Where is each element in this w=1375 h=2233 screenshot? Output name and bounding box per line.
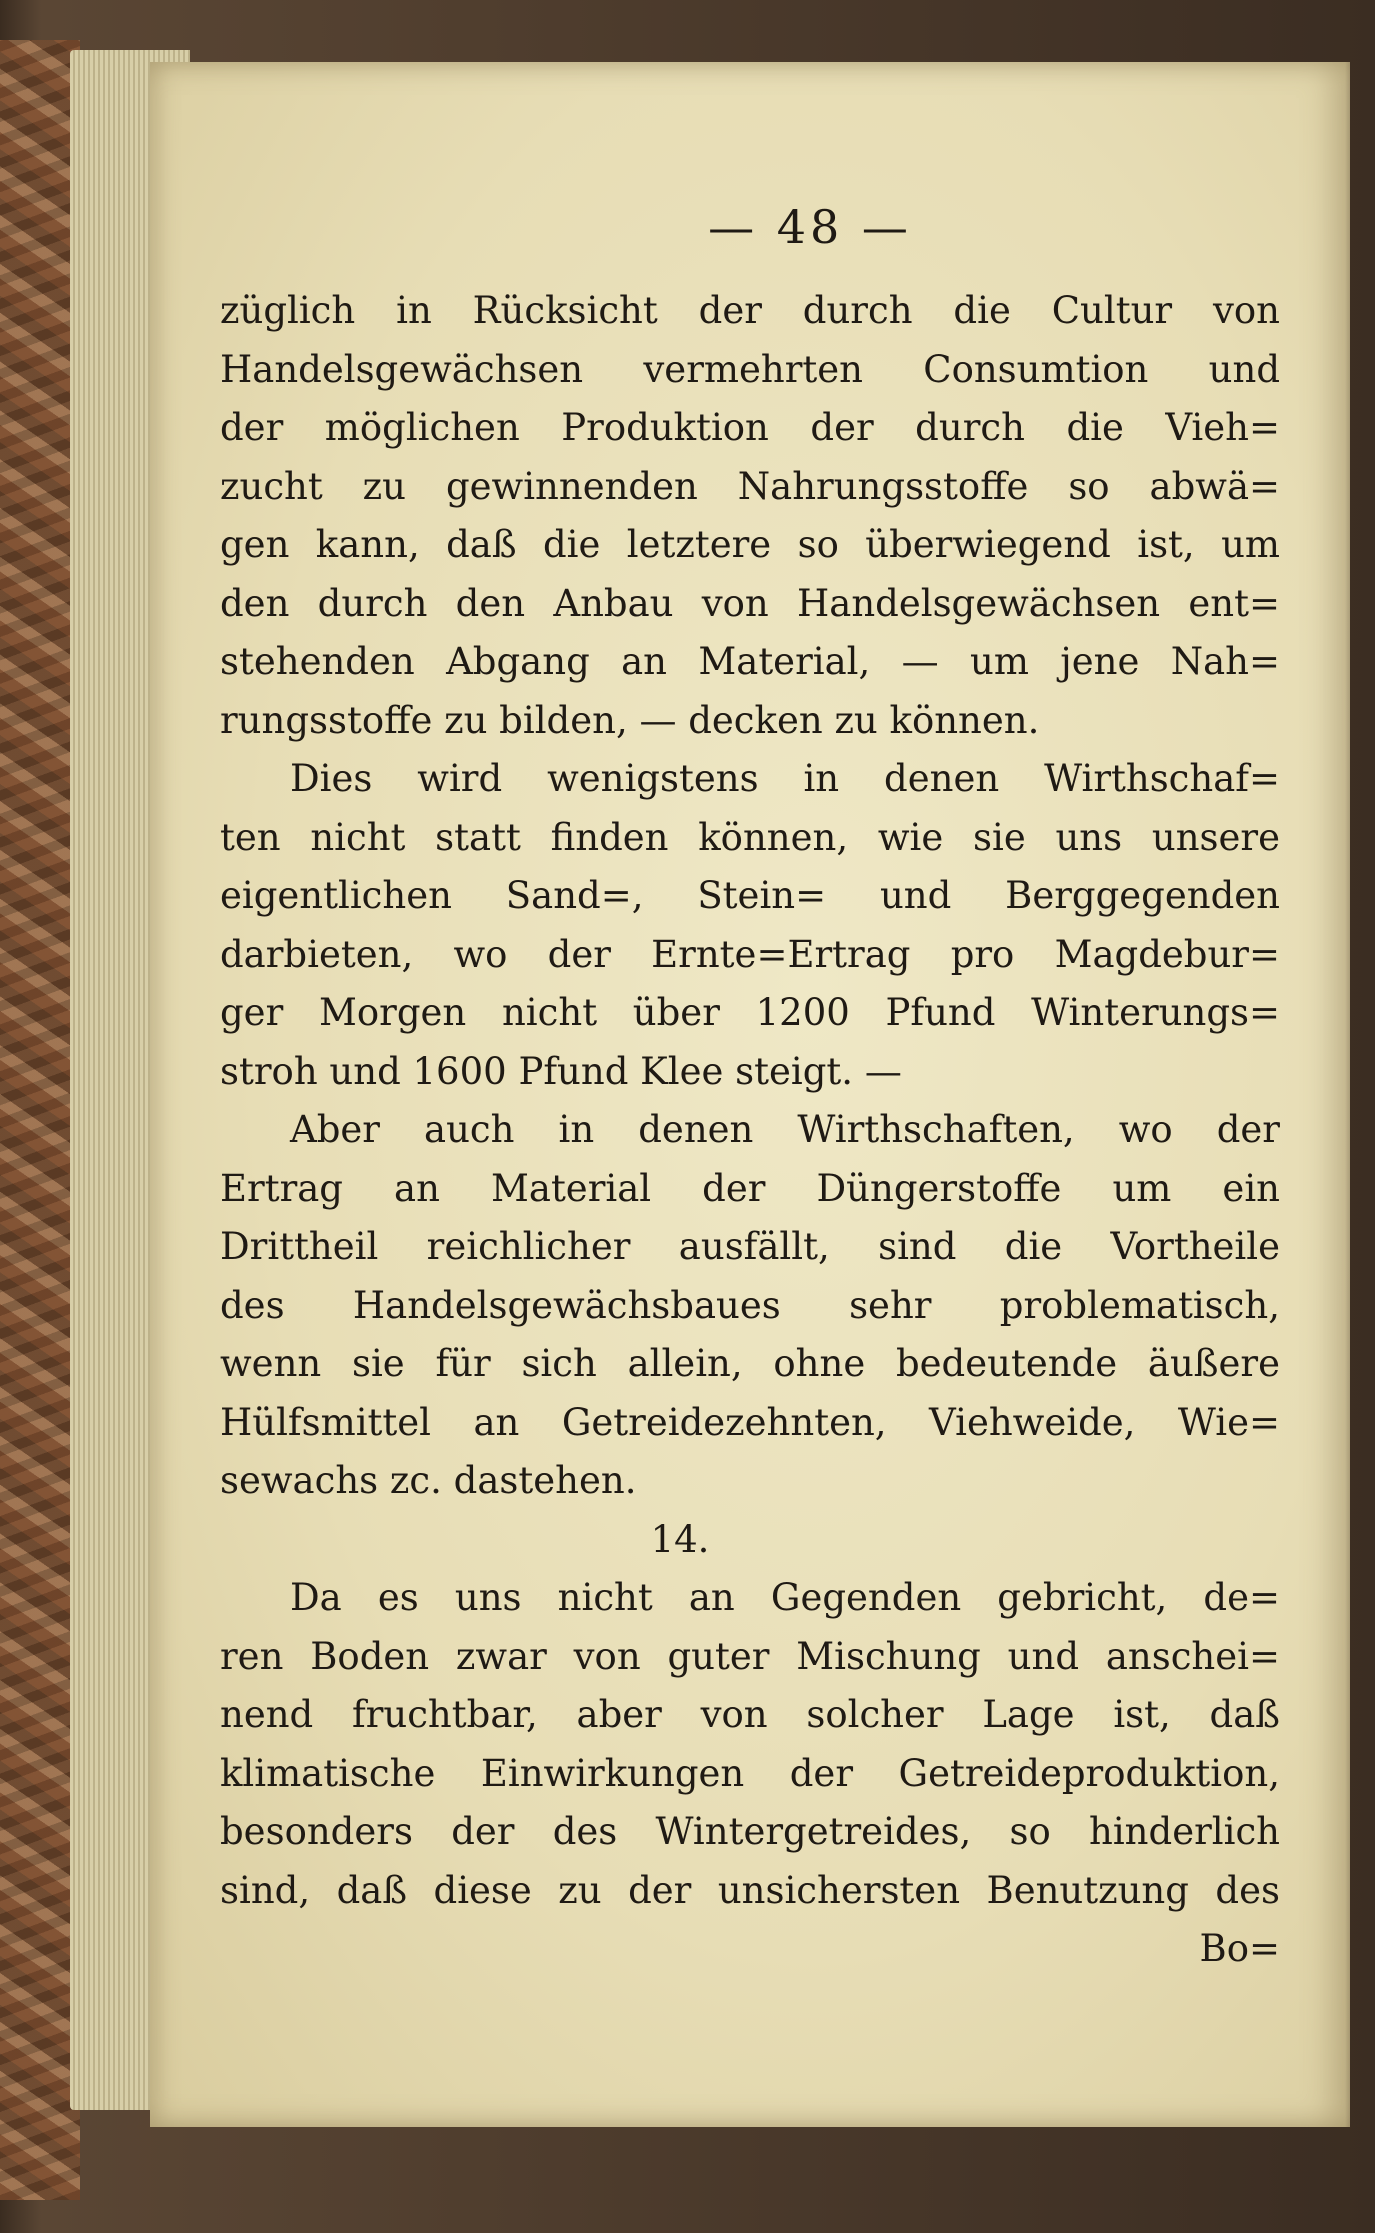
text-line: darbieten, wo der Ernte=Ertrag pro Magdebur= [220, 932, 1280, 976]
page-text [220, 200, 1280, 1979]
catchword: Bo= [1199, 1927, 1280, 1970]
text-line: rungsstoffe zu bilden, — decken zu können. [220, 698, 1040, 742]
text-line: gen kann, daß die letztere so überwiegend ist, um [220, 523, 1280, 566]
text-line: stehenden Abgang an Material, — um jene Nah= [220, 640, 1280, 683]
paragraph-3 [220, 1101, 1280, 1511]
text-line: Da es uns nicht an Gegenden gebricht, de= [290, 1576, 1280, 1619]
marbled-cover [0, 40, 80, 2200]
text-line: Drittheil reichlicher ausfällt, sind die Vortheile [220, 1225, 1280, 1268]
paragraph-2 [220, 750, 1280, 1101]
section-number: 14. [650, 1517, 710, 1561]
text-line: Aber auch in denen Wirthschaften, wo der [290, 1108, 1280, 1151]
paragraph-4 [220, 1569, 1280, 1920]
text-line: klimatische Einwirkungen der Getreideproduktion, [220, 1751, 1280, 1795]
text-line: ger Morgen nicht über 1200 Pfund Winterungs= [220, 991, 1280, 1034]
text-line: Hülfsmittel an Getreidezehnten, Viehweide, Wie= [220, 1400, 1280, 1444]
page-number: — 48 — [708, 200, 912, 254]
text-line: eigentlichen Sand=, Stein= und Berggegenden [220, 874, 1280, 917]
text-line: nend fruchtbar, aber von solcher Lage ist, daß [220, 1693, 1280, 1736]
text-line: sewachs zc. dastehen. [220, 1459, 637, 1502]
text-line: der möglichen Produktion der durch die Vieh= [220, 406, 1280, 449]
text-line: Handelsgewächsen vermehrten Consumtion und [220, 347, 1280, 391]
text-line: stroh und 1600 Pfund Klee steigt. — [220, 1049, 902, 1093]
text-line: zucht zu gewinnenden Nahrungsstoffe so abwä= [220, 464, 1280, 508]
text-line: besonders der des Wintergetreides, so hinderlich [220, 1810, 1280, 1853]
text-line: ten nicht statt finden können, wie sie uns unsere [220, 815, 1280, 859]
text-line: des Handelsgewächsbaues sehr problematisch, [220, 1283, 1280, 1327]
text-line: ren Boden zwar von guter Mischung und anschei= [220, 1634, 1280, 1678]
text-line: züglich in Rücksicht der durch die Cultur von [220, 289, 1280, 332]
text-line: wenn sie für sich allein, ohne bedeutende äußere [220, 1342, 1280, 1385]
text-line: den durch den Anbau von Handelsgewächsen ent= [220, 581, 1280, 625]
text-line: sind, daß diese zu der unsichersten Benutzung des [220, 1868, 1280, 1912]
paragraph-1 [220, 282, 1280, 750]
spine-shadow [1345, 0, 1375, 2233]
text-line: Ertrag an Material der Düngerstoffe um ein [220, 1166, 1280, 1210]
text-line: Dies wird wenigstens in denen Wirthschaf= [290, 757, 1280, 800]
